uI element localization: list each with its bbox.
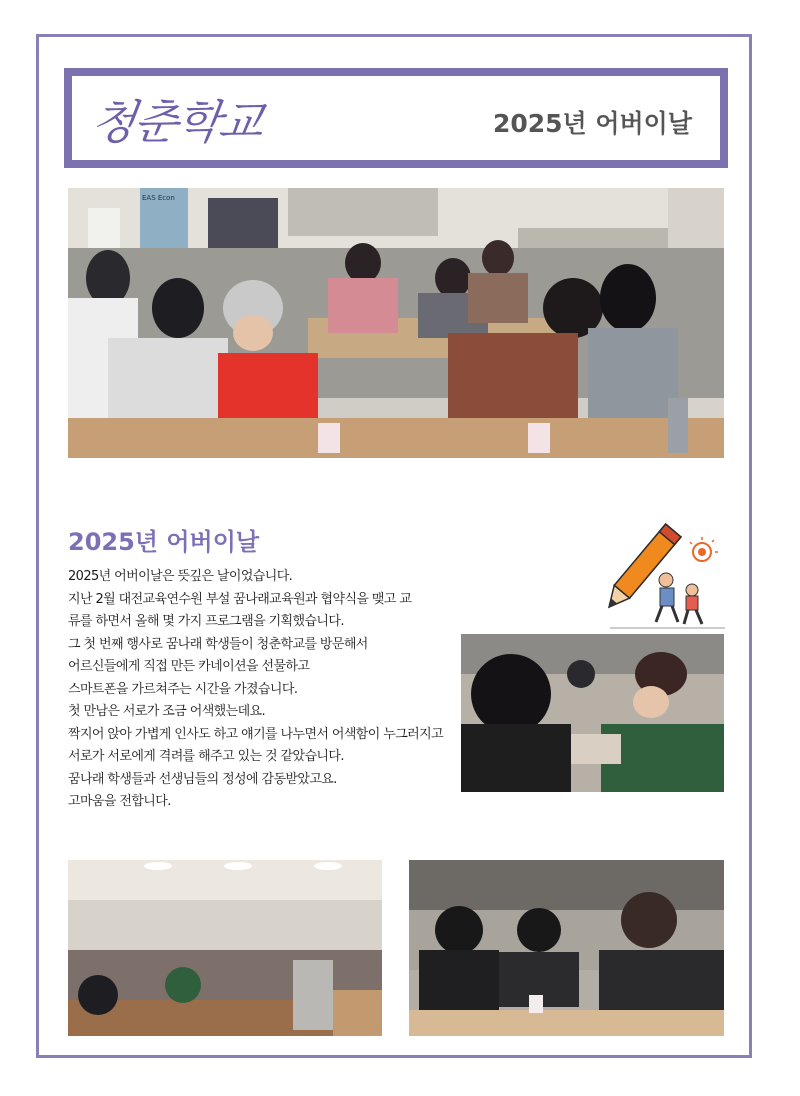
side-photo — [461, 634, 724, 792]
pencil-kids-illustration — [590, 522, 730, 632]
article-line: 2025년 어버이날은 뜻깊은 날이었습니다. — [68, 569, 293, 584]
article-line: 짝지어 앉아 가볍게 인사도 하고 얘기를 나누면서 어색함이 누그러지고 — [68, 726, 444, 742]
article-body — [68, 566, 468, 814]
hall-photo — [68, 860, 382, 1036]
article-line: 스마트폰을 가르쳐주는 시간을 가졌습니다. — [68, 681, 298, 697]
main-photo — [68, 188, 724, 458]
article-line: 지난 2월 대전교육연수원 부설 꿈나래교육원과 협약식을 맺고 교 — [68, 591, 412, 607]
header-banner — [64, 68, 728, 168]
article-line: 류를 하면서 올해 몇 가지 프로그램을 기획했습니다. — [68, 614, 344, 629]
article-line: 고마움을 전합니다. — [68, 794, 171, 809]
svg-text:EAS Econ: EAS Econ — [142, 194, 175, 202]
school-logo: 청춘학교 — [87, 95, 266, 149]
article-line: 어르신들에게 직접 만든 카네이션을 선물하고 — [68, 659, 310, 674]
article-line: 첫 만남은 서로가 조금 어색했는데요. — [68, 704, 266, 719]
students-photo — [409, 860, 724, 1036]
article-line: 꿈나래 학생들과 선생님들의 정성에 감동받았고요. — [68, 771, 337, 787]
header-title: 2025년 어버이날 — [492, 109, 692, 138]
section-title: 2025년 어버이날 — [68, 528, 260, 556]
article-line: 서로가 서로에게 격려를 해주고 있는 것 같았습니다. — [68, 749, 344, 764]
article-line: 그 첫 번째 행사로 꿈나래 학생들이 청춘학교를 방문해서 — [68, 636, 368, 652]
